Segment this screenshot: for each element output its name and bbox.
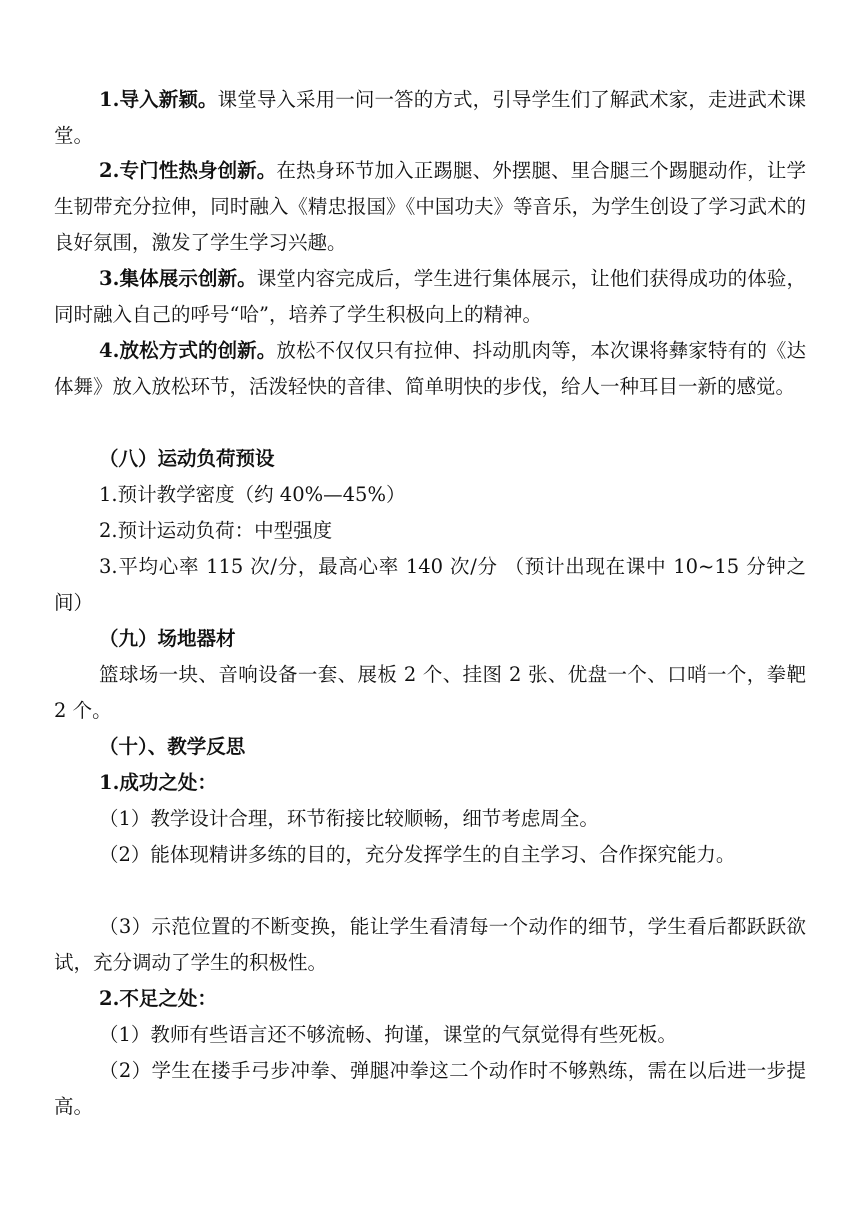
innovation-3-title: 集体展示创新。 — [119, 267, 257, 290]
innovation-3-num: 3. — [99, 267, 120, 290]
innovation-2-text: 在热身环节加入正踢腿、外摆腿、里合腿三个踢腿动作，让学生韧带充分拉伸，同时融入《精忠报国》《中国功夫》等音乐，为学生创设了学习武术的良好氛围，激发了学生学习兴趣。 — [54, 159, 806, 254]
innovation-1-num: 1. — [99, 88, 120, 111]
innovation-2 — [54, 153, 806, 261]
success-item-2: （2）能体现精讲多练的目的，充分发挥学生的自主学习、合作探究能力。 — [99, 843, 736, 866]
innovation-2-num: 2. — [99, 159, 120, 182]
innovation-2-title: 专门性热身创新。 — [119, 159, 277, 182]
innovation-4-text: 放松不仅仅只有拉伸、抖动肌肉等，本次课将彝家特有的《达体舞》放入放松环节，活泼轻快的音律、简单明快的步伐，给人一种耳目一新的感觉。 — [54, 339, 806, 398]
section8-heading: （八）运动负荷预设 — [99, 447, 275, 470]
innovation-1-title: 导入新颖。 — [119, 88, 218, 111]
success-item-1: （1）教学设计合理，环节衔接比较顺畅，细节考虑周全。 — [99, 807, 599, 830]
section10-heading: （十）、教学反思 — [99, 735, 246, 758]
section8-item-3: 3.平均心率 115 次/分，最高心率 140 次/分 （预计出现在课中 10~15 分钟之间） — [54, 555, 806, 614]
innovation-4-num: 4. — [99, 339, 120, 362]
innovation-3-text: 课堂内容完成后，学生进行集体展示，让他们获得成功的体验，同时融入自己的呼号“哈”，培养了学生积极向上的精神。 — [54, 267, 806, 326]
innovation-1 — [54, 82, 806, 154]
deficiency-item-1: （1）教师有些语言还不够流畅、拘谨，课堂的气氛觉得有些死板。 — [99, 1023, 677, 1046]
innovation-4-title: 放松方式的创新。 — [119, 339, 277, 362]
innovation-3 — [54, 261, 806, 333]
deficiency-item-2: （2）学生在搂手弓步冲拳、弹腿冲拳这二个动作时不够熟练，需在以后进一步提高。 — [54, 1059, 806, 1118]
section9-text: 篮球场一块、音响设备一套、展板 2 个、挂图 2 张、优盘一个、口哨一个，拳靶 2 个。 — [54, 663, 806, 722]
section8-item-2: 2.预计运动负荷：中型强度 — [99, 519, 333, 542]
section8-item-1: 1.预计教学密度（约 40%—45%） — [99, 483, 406, 506]
innovation-4 — [54, 333, 806, 405]
success-heading: 1.成功之处： — [99, 771, 217, 794]
deficiency-heading: 2.不足之处： — [99, 987, 217, 1010]
innovation-1-text: 课堂导入采用一问一答的方式，引导学生们了解武术家，走进武术课堂。 — [54, 88, 806, 147]
section9-heading: （九）场地器材 — [99, 627, 236, 650]
success-item-3: （3）示范位置的不断变换，能让学生看清每一个动作的细节，学生看后都跃跃欲试，充分调动了学生的积极性。 — [54, 915, 806, 974]
